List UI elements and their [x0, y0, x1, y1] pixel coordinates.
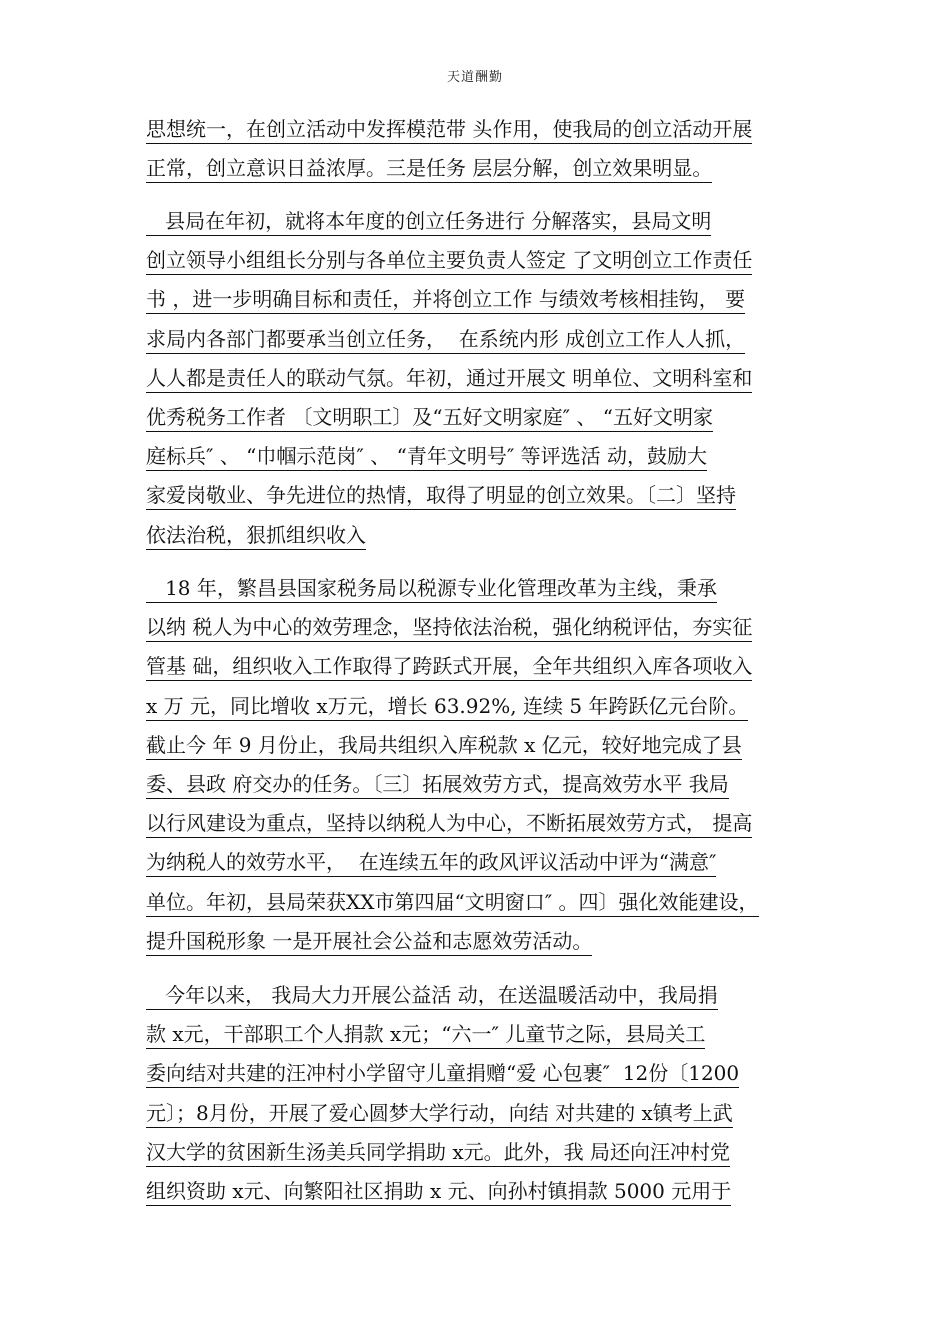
text-line: 截止今 年 9 月份止，我局共组织入库税款 x 亿元，较好地完成了县 [146, 726, 759, 765]
text-line: 汉大学的贫困新生汤美兵同学捐助 x元。此外，我 局还向汪冲村党 [146, 1133, 739, 1172]
text-line: 款 x元，干部职工个人捐款 x元；“六一″ 儿童节之际，县局关工 [146, 1015, 739, 1054]
text-line: 今年以来， 我局大力开展公益活 动，在送温暖活动中，我局捐 [146, 976, 739, 1015]
text-line: 书 ，进一步明确目标和责任，并将创立工作 与绩效考核相挂钩， 要 [146, 280, 752, 319]
text-line: 委向结对共建的汪冲村小学留守儿童捐赠“爱 心包裹″ 12份〔1200 [146, 1054, 739, 1093]
text-line: 求局内各部门都要承当创立任务， 在系统内形 成创立工作人人抓， [146, 320, 752, 359]
paragraph-1 [146, 110, 752, 188]
text-line: x 万 元，同比增收 x万元，增长 63.92%, 连续 5 年跨跃亿元台阶。 [146, 687, 759, 726]
text-line: 管基 础，组织收入工作取得了跨跃式开展，全年共组织入库各项收入 [146, 647, 759, 686]
text-line: 单位。年初，县局荣获XX市第四届“文明窗口″ 。四〕强化效能建设， [146, 883, 759, 922]
text-line: 提升国税形象 一是开展社会公益和志愿效劳活动。 [146, 922, 759, 961]
text-line: 依法治税，狠抓组织收入 [146, 516, 752, 555]
text-line: 18 年，繁昌县国家税务局以税源专业化管理改革为主线，秉承 [146, 569, 759, 608]
text-line: 元〕；8月份，开展了爱心圆梦大学行动，向结 对共建的 x镇考上武 [146, 1094, 739, 1133]
text-line: 创立领导小组组长分别与各单位主要负责人签定 了文明创立工作责任 [146, 241, 752, 280]
text-line: 庭标兵″ 、 “巾帼示范岗″ 、 “青年文明号″ 等评选活 动，鼓励大 [146, 437, 752, 476]
page-header: 天道酬勤 [446, 70, 503, 85]
text-line: 正常，创立意识日益浓厚。三是任务 层层分解，创立效果明显。 [146, 149, 752, 188]
text-line: 人人都是责任人的联动气氛。年初，通过开展文 明单位、文明科室和 [146, 359, 752, 398]
text-line: 优秀税务工作者 〔文明职工〕及“五好文明家庭″ 、 “五好文明家 [146, 398, 752, 437]
text-line: 组织资助 x元、向繁阳社区捐助 x 元、向孙村镇捐款 5000 元用于 [146, 1172, 739, 1211]
paragraph-3 [146, 569, 759, 961]
text-line: 思想统一，在创立活动中发挥模范带 头作用，使我局的创立活动开展 [146, 110, 752, 149]
text-line: 家爱岗敬业、争先进位的热情，取得了明显的创立效果。〔二〕坚持 [146, 476, 752, 515]
text-line: 以纳 税人为中心的效劳理念，坚持依法治税，强化纳税评估，夯实征 [146, 608, 759, 647]
paragraph-4 [146, 976, 739, 1211]
text-line: 县局在年初，就将本年度的创立任务进行 分解落实，县局文明 [146, 202, 752, 241]
text-line: 委、县政 府交办的任务。〔三〕拓展效劳方式，提高效劳水平 我局 [146, 765, 759, 804]
text-line: 以行风建设为重点，坚持以纳税人为中心，不断拓展效劳方式， 提高 [146, 804, 759, 843]
text-line: 为纳税人的效劳水平， 在连续五年的政风评议活动中评为“满意″ [146, 843, 759, 882]
paragraph-2 [146, 202, 752, 555]
